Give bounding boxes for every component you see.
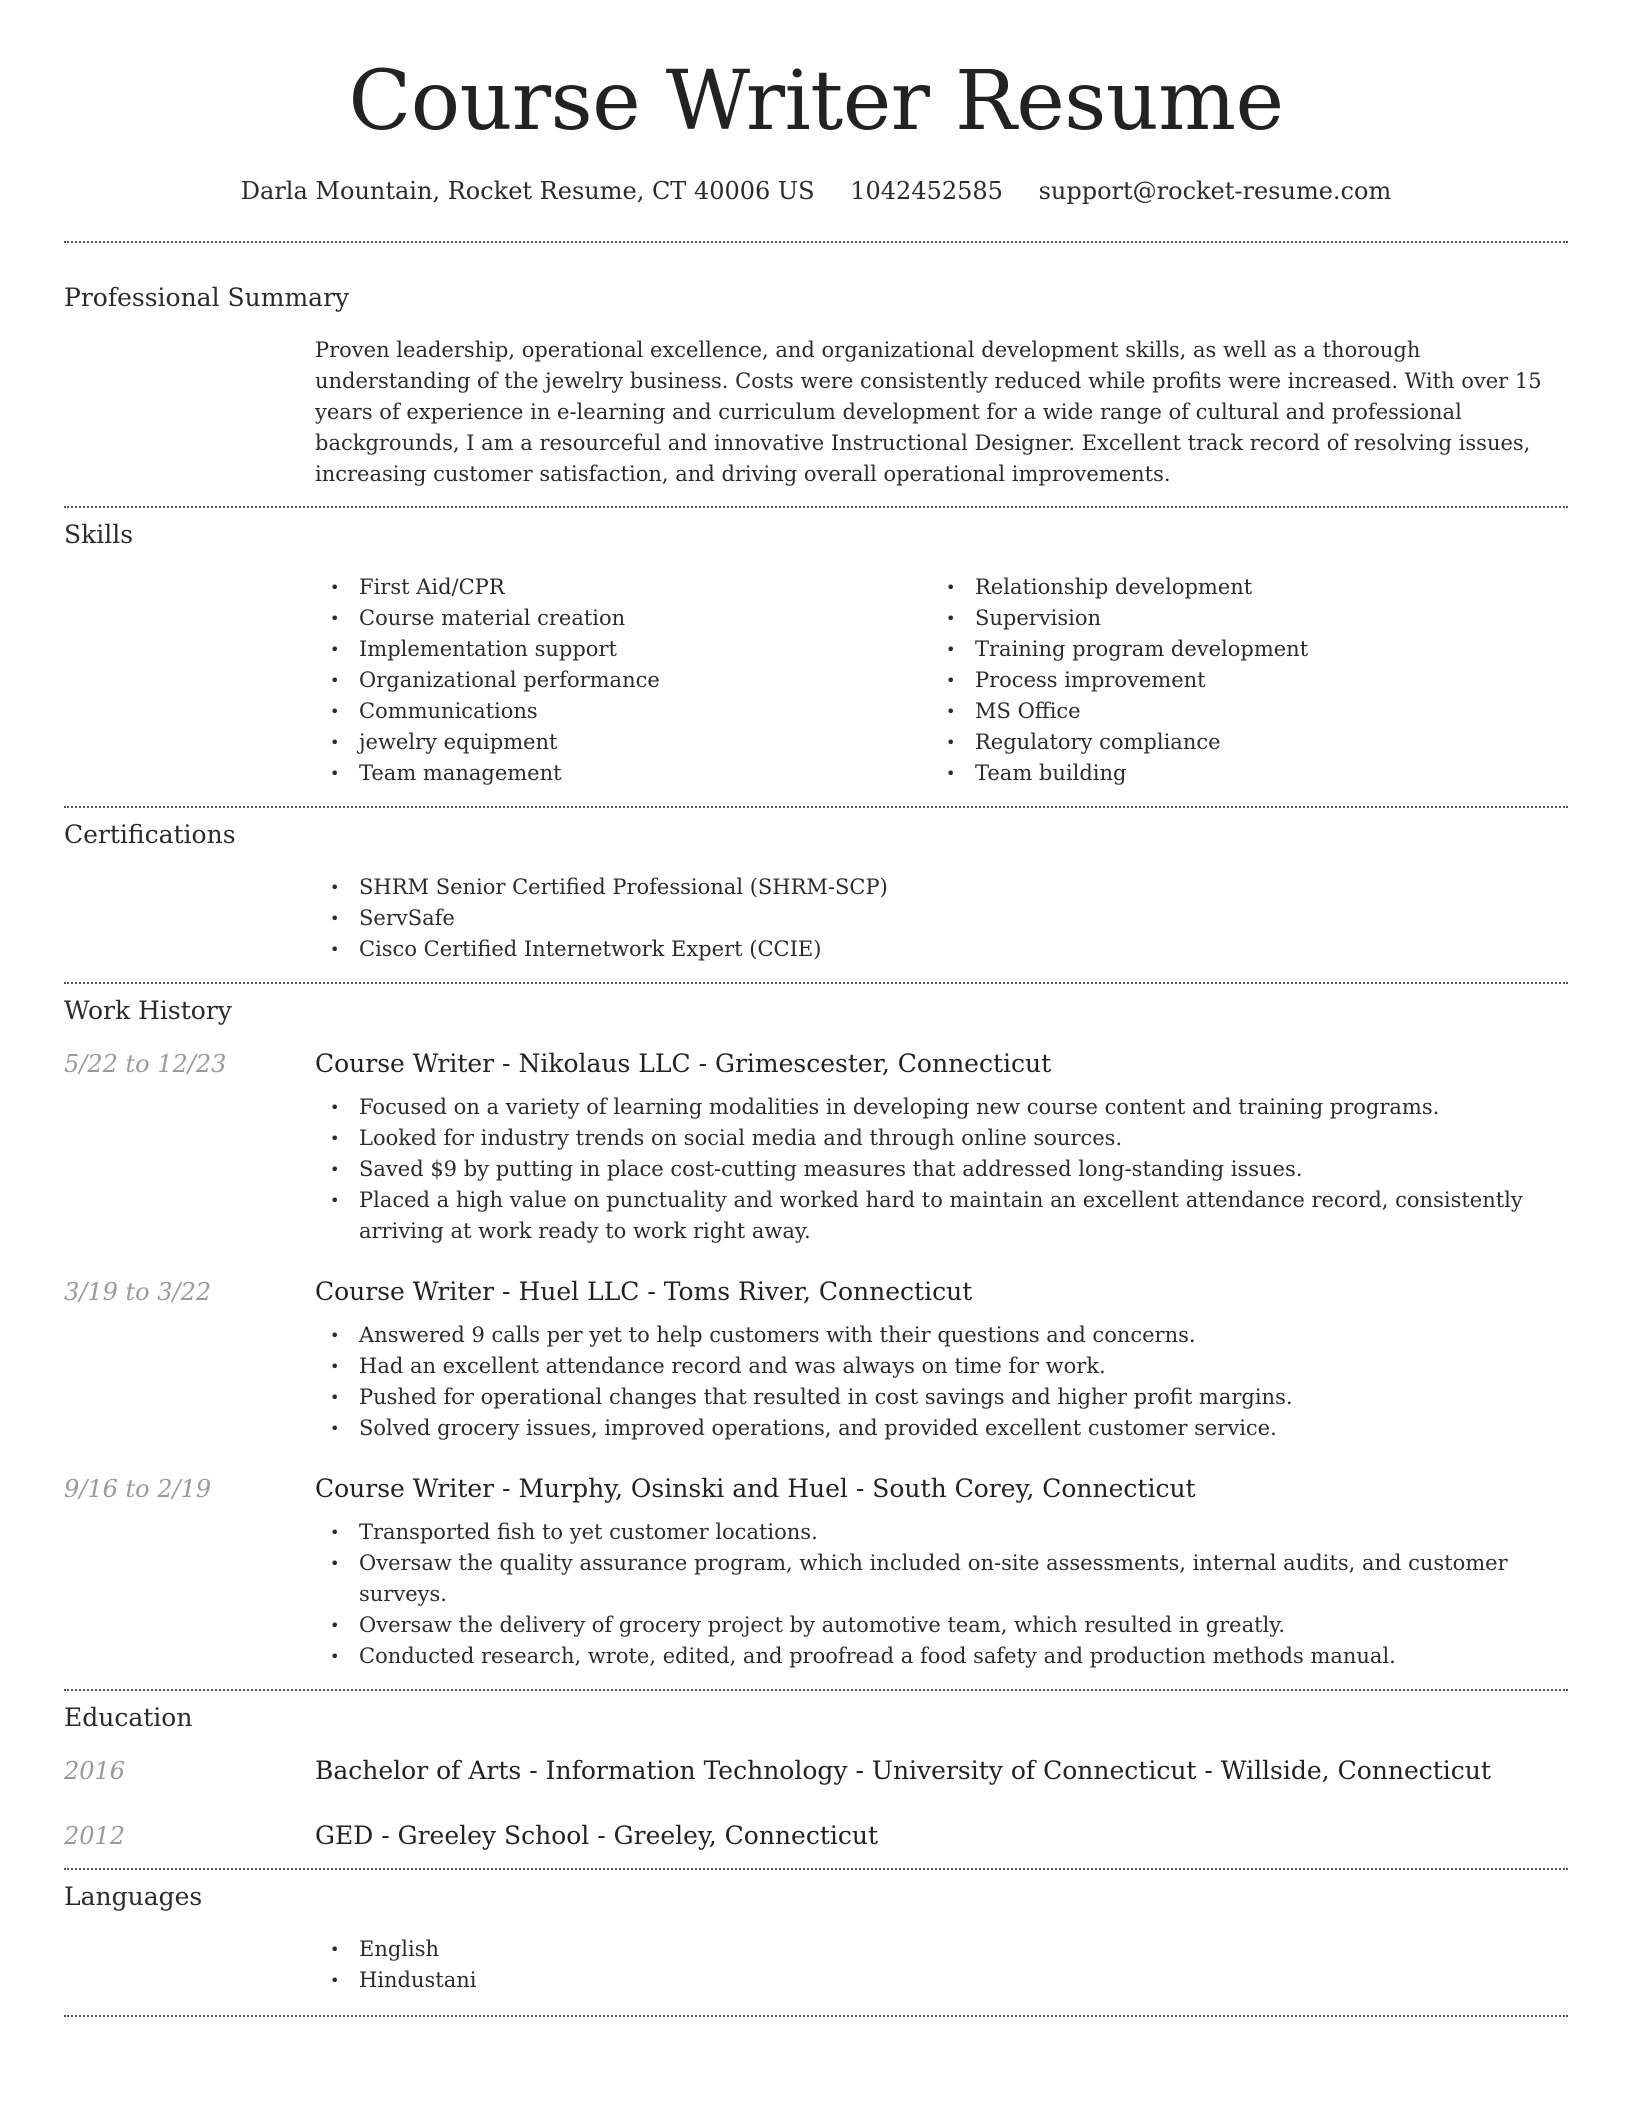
job-header — [64, 1474, 1568, 1503]
divider — [64, 982, 1568, 984]
section-heading-languages: Languages — [64, 1882, 203, 1911]
skill-item: • Implementation support — [315, 634, 931, 665]
divider — [64, 241, 1568, 243]
skills-column-right — [931, 572, 1547, 789]
job-bullet: • Solved grocery issues, improved operations, and provided excellent customer service. — [315, 1413, 1568, 1444]
job-bullet: • Looked for industry trends on social media and through online sources. — [315, 1123, 1568, 1154]
section-heading-summary: Professional Summary — [64, 283, 350, 312]
job-header — [64, 1049, 1568, 1078]
language-item: • Hindustani — [315, 1965, 1568, 1996]
job-bullet: • Transported fish to yet customer locations. — [315, 1517, 1568, 1548]
job-bullet: • Had an excellent attendance record and was always on time for work. — [315, 1351, 1568, 1382]
resume-page — [64, 0, 1568, 2017]
education-year: 2012 — [64, 1822, 126, 1850]
skill-item: • Communications — [315, 696, 931, 727]
divider — [64, 1868, 1568, 1870]
job-bullet: • Pushed for operational changes that resulted in cost savings and higher profit margins. — [315, 1382, 1568, 1413]
job-bullet: • Oversaw the delivery of grocery project by automotive team, which resulted in greatly. — [315, 1610, 1568, 1641]
job-dates: 3/19 to 3/22 — [64, 1278, 212, 1306]
skill-item: • Course material creation — [315, 603, 931, 634]
education-year: 2016 — [64, 1757, 126, 1785]
page-title: Course Writer Resume — [348, 54, 1284, 149]
language-item: • English — [315, 1934, 1568, 1965]
contact-line — [64, 177, 1568, 205]
job-bullet: • Conducted research, wrote, edited, and proofread a food safety and production methods manual. — [315, 1641, 1568, 1672]
job-bullet: • Answered 9 calls per yet to help customers with their questions and concerns. — [315, 1320, 1568, 1351]
job-dates: 9/16 to 2/19 — [64, 1475, 212, 1503]
contact-address: Darla Mountain, Rocket Resume, CT 40006 US — [240, 177, 815, 205]
job-entry — [64, 1474, 1568, 1672]
job-bullets — [315, 1092, 1568, 1247]
divider — [64, 1689, 1568, 1691]
job-entry — [64, 1049, 1568, 1247]
divider — [64, 2015, 1568, 2017]
job-dates: 5/22 to 12/23 — [64, 1050, 227, 1078]
education-entry — [64, 1821, 1568, 1850]
contact-phone: 1042452585 — [850, 177, 1003, 205]
skills-list — [315, 572, 1568, 789]
certifications-list — [315, 872, 1568, 965]
skill-item: • Regulatory compliance — [931, 727, 1547, 758]
education-degree: Bachelor of Arts - Information Technology - University of Connecticut - Willside, Connecticut — [315, 1756, 1491, 1785]
skill-item: • First Aid/CPR — [315, 572, 931, 603]
contact-email: support@rocket-resume.com — [1038, 177, 1392, 205]
summary-text: Proven leadership, operational excellence, and organizational development skills, as well as a thorough understanding of the jewelry business. Costs were consistently reduced while profits were increased. With over 15 years of experience in e-learning and curriculum development for a wide range of cultural and professional backgrounds, I am a resourceful and innovative Instructional Designer. Excellent track record of resolving issues, increasing customer satisfaction, and driving overall operational improvements. — [315, 338, 1542, 486]
job-header — [64, 1277, 1568, 1306]
job-entry — [64, 1277, 1568, 1444]
certification-item: • Cisco Certified Internetwork Expert (CCIE) — [315, 934, 1568, 965]
job-bullet: • Saved $9 by putting in place cost-cutting measures that addressed long-standing issues. — [315, 1154, 1568, 1185]
skill-item: • Organizational performance — [315, 665, 931, 696]
education-degree: GED - Greeley School - Greeley, Connecticut — [315, 1821, 879, 1850]
job-bullets — [315, 1517, 1568, 1672]
languages-list — [315, 1934, 1568, 1996]
section-heading-work-history: Work History — [64, 996, 232, 1025]
section-heading-skills: Skills — [64, 520, 134, 549]
skill-item: • MS Office — [931, 696, 1547, 727]
skill-item: • Relationship development — [931, 572, 1547, 603]
job-bullet: • Placed a high value on punctuality and worked hard to maintain an excellent attendance record, consistently arriving at work ready to work right away. — [315, 1185, 1568, 1247]
divider — [64, 506, 1568, 508]
job-title: Course Writer - Nikolaus LLC - Grimescester, Connecticut — [315, 1049, 1052, 1078]
certification-item: • SHRM Senior Certified Professional (SHRM-SCP) — [315, 872, 1568, 903]
section-heading-education: Education — [64, 1703, 193, 1732]
skill-item: • Process improvement — [931, 665, 1547, 696]
education-entry — [64, 1756, 1568, 1785]
skill-item: • Team building — [931, 758, 1547, 789]
job-title: Course Writer - Murphy, Osinski and Huel - South Corey, Connecticut — [315, 1474, 1196, 1503]
skill-item: • jewelry equipment — [315, 727, 931, 758]
certification-item: • ServSafe — [315, 903, 1568, 934]
skill-item: • Team management — [315, 758, 931, 789]
skills-column-left — [315, 572, 931, 789]
divider — [64, 806, 1568, 808]
job-bullet: • Focused on a variety of learning modalities in developing new course content and training programs. — [315, 1092, 1568, 1123]
job-title: Course Writer - Huel LLC - Toms River, Connecticut — [315, 1277, 973, 1306]
section-heading-certifications: Certifications — [64, 820, 236, 849]
job-bullet: • Oversaw the quality assurance program, which included on-site assessments, internal audits, and customer surveys. — [315, 1548, 1568, 1610]
job-bullets — [315, 1320, 1568, 1444]
skill-item: • Training program development — [931, 634, 1547, 665]
skill-item: • Supervision — [931, 603, 1547, 634]
